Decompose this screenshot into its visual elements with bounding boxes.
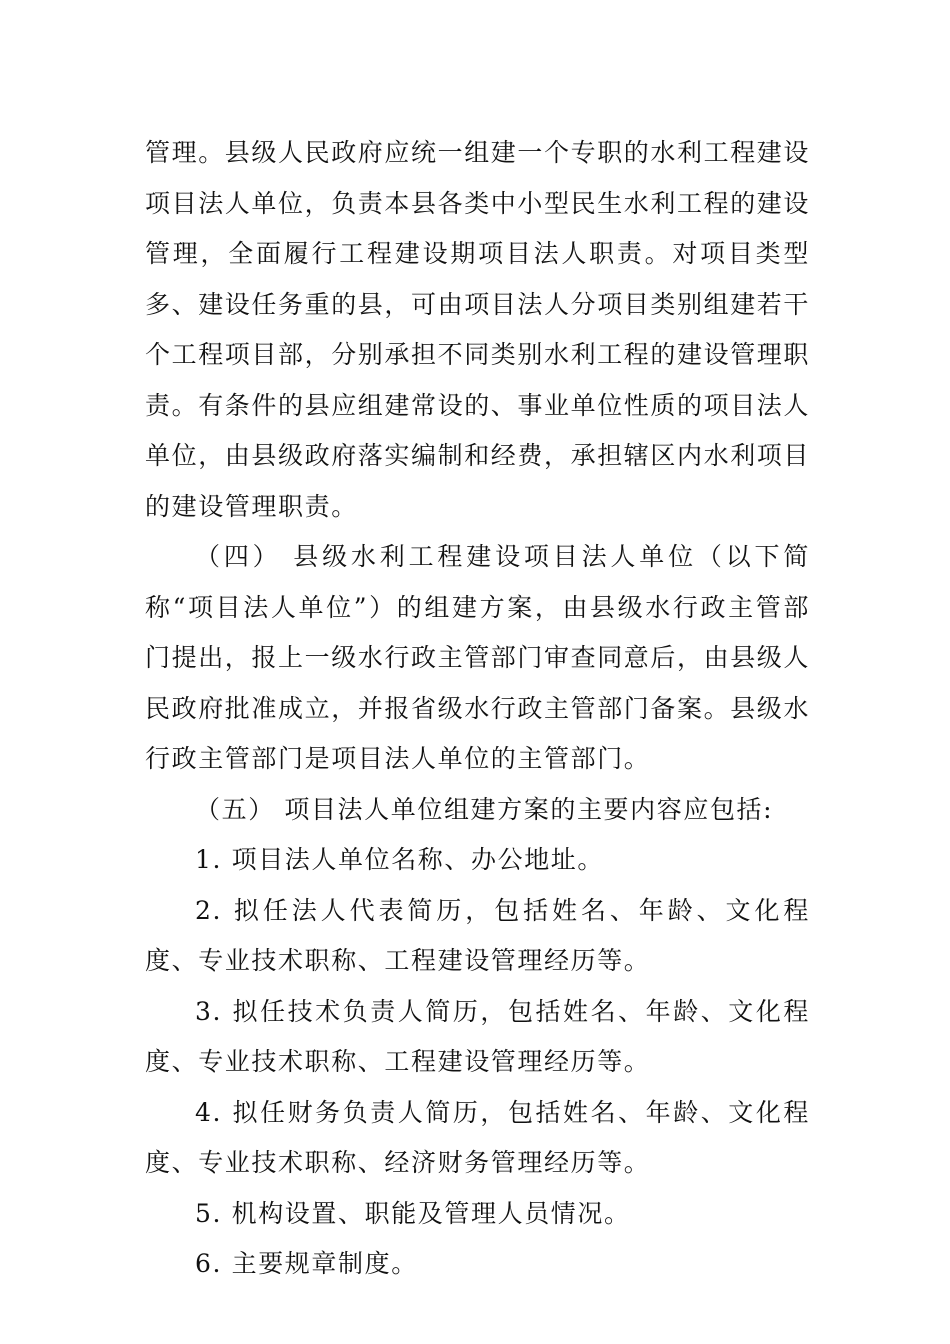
paragraph-section-five: （五） 项目法人单位组建方案的主要内容应包括: [195,794,774,824]
list-item-3: 3. 拟任技术负责人简历，包括姓名、年龄、文化程度、专业技术职称、工程建设管理经历等。 [145,996,810,1076]
list-item-1: 1. 项目法人单位名称、办公地址。 [195,845,605,874]
list-item-2: 2. 拟任法人代表简历，包括姓名、年龄、文化程度、专业技术职称、工程建设管理经历等。 [145,895,810,975]
paragraph-continuation: 管理。县级人民政府应统一组建一个专职的水利工程建设项目法人单位，负责本县各类中小型民生水利工程的建设管理，全面履行工程建设期项目法人职责。对项目类型多、建设任务重的县，可由项目法人分项目类别组建若干个工程项目部，分别承担不同类别水利工程的建设管理职责。有条件的县应组建常设的、事业单位性质的项目法人单位，由县级政府落实编制和经费，承担辖区内水利项目的建设管理职责。 [145,138,811,521]
list-item-5: 5. 机构设置、职能及管理人员情况。 [195,1198,631,1228]
paragraph-section-four: （四） 县级水利工程建设项目法人单位（以下简称“项目法人单位”）的组建方案，由县级水行政主管部门提出，报上一级水行政主管部门审查同意后，由县级人民政府批准成立，并报省级水行政主管部门备案。县级水行政主管部门是项目法人单位的主管部门。 [145,542,811,773]
list-item-6: 6. 主要规章制度。 [195,1249,418,1278]
document-body [145,128,810,1290]
list-item-4: 4. 拟任财务负责人简历，包括姓名、年龄、文化程度、专业技术职称、经济财务管理经历等。 [145,1097,810,1177]
